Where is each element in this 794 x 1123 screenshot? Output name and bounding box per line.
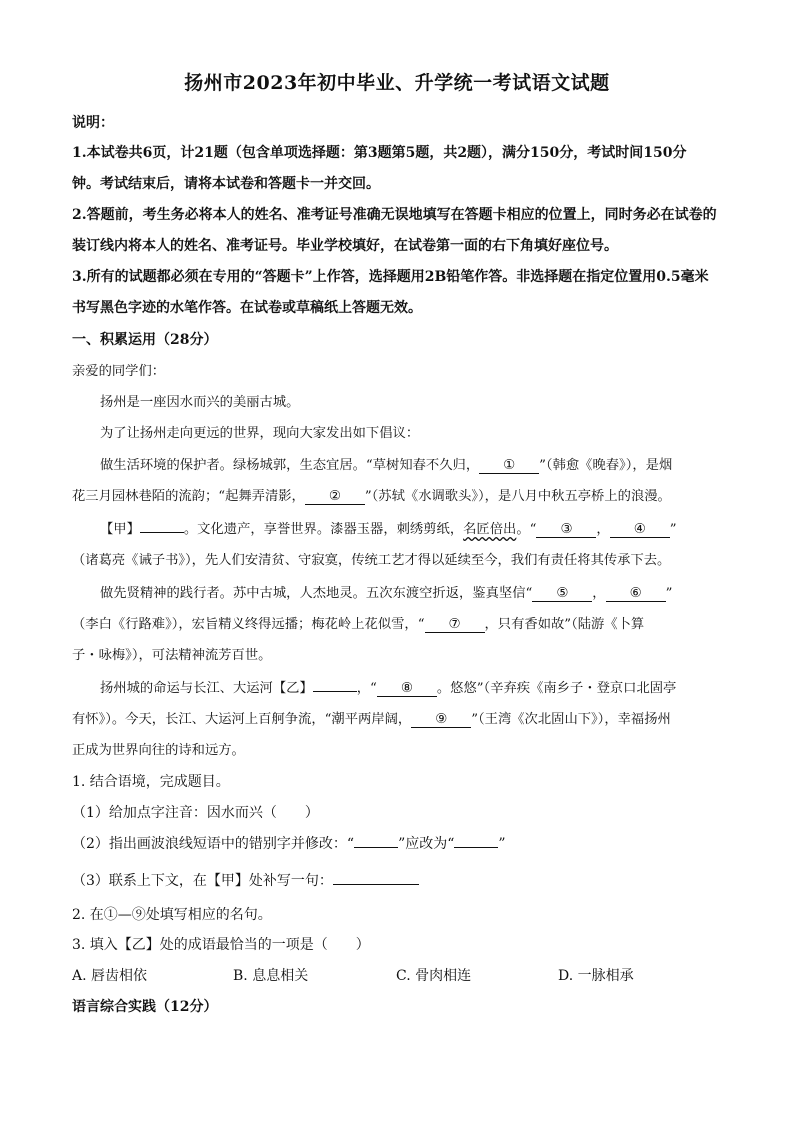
passage-text: 做先贤精神的践行者。苏中古城，人杰地灵。五次东渡空折返，鉴真坚信“ (100, 586, 533, 601)
blank-7[interactable]: ⑦ (425, 617, 485, 633)
passage-text: 。悠悠”（辛弃疾《南乡子・登京口北固亭 (436, 681, 677, 696)
section-heading-language-practice: 语言综合实践（12分） (72, 999, 218, 1015)
question-text: （3）联系上下文，在【甲】处补写一句： (72, 873, 333, 889)
blank-5[interactable]: ⑤ (532, 586, 592, 602)
passage-text: ， (596, 522, 610, 537)
option-a[interactable]: A. 唇齿相依 (72, 968, 148, 984)
instruction-line-1: 1.本试卷共6页，计21题（包含单项选择题：第3题第5题，共2题），满分150分，考试时间150分 (72, 145, 687, 161)
question-2: 2. 在①—⑨处填写相应的名句。 (72, 907, 272, 923)
question-3: 3. 填入【乙】处的成语最恰当的一项是（ ） (72, 937, 370, 953)
passage-paragraph-4-line-2: （诸葛亮《诫子书》），先人们安清贫、守寂寞，传统工艺才得以延续至今，我们有责任将其传承下去。 (72, 553, 671, 568)
passage-text: 有怀》）。今天，长江、大运河上百舸争流，“潮平两岸阔， (72, 712, 412, 727)
question-1-part-3 (72, 870, 419, 890)
blank-2[interactable]: ② (305, 489, 365, 505)
passage-text: ”（苏轼《水调歌头》），是八月中秋五亭桥上的浪漫。 (364, 489, 671, 504)
instruction-line-2: 钟。考试结束后，请将本试卷和答题卡一并交回。 (72, 176, 380, 192)
passage-text: 做生活环境的保护者。绿杨城郭，生态宜居。“草树知春不久归， (100, 458, 480, 473)
blank-1[interactable]: ① (479, 458, 539, 474)
supplement-sentence-blank[interactable] (333, 884, 419, 885)
passage-paragraph-5-line-1 (100, 582, 672, 602)
passage-paragraph-5-line-2 (72, 613, 644, 633)
blank-9[interactable]: ⑨ (411, 712, 471, 728)
blank-4[interactable]: ④ (610, 522, 670, 538)
passage-paragraph-4-line-1 (100, 518, 677, 538)
passage-text: ，“ (356, 681, 377, 696)
instruction-line-6: 书写黑色字迹的水笔作答。在试卷或草稿纸上答题无效。 (72, 300, 422, 316)
passage-paragraph-2: 为了让扬州走向更远的世界，现向大家发出如下倡议： (100, 426, 420, 441)
section-heading-accumulation: 一、积累运用（28分） (72, 332, 218, 348)
passage-text: ， (592, 586, 606, 601)
passage-text: 花三月园林巷陌的流韵；“起舞弄清影， (72, 489, 305, 504)
passage-text: ”（韩愈《晚春》），是烟 (539, 458, 673, 473)
passage-paragraph-5-line-3: 子・咏梅》），可法精神流芳百世。 (72, 648, 272, 663)
passage-paragraph-1: 扬州是一座因水而兴的美丽古城。 (100, 395, 300, 410)
correct-char-blank[interactable] (454, 847, 498, 848)
salutation: 亲爱的同学们： (72, 364, 166, 379)
page-title: 扬州市2023年初中毕业、升学统一考试语文试题 (184, 72, 610, 94)
blank-yi[interactable] (313, 691, 357, 692)
passage-text: ” (669, 522, 677, 537)
wavy-underlined-phrase: 名匠倍出 (463, 522, 517, 537)
passage-text: 扬州城的命运与长江、大运河【乙】 (100, 681, 313, 696)
instruction-line-4: 装订线内将本人的姓名、准考证号。毕业学校填好，在试卷第一面的右下角填好座位号。 (72, 238, 618, 254)
blank-3[interactable]: ③ (536, 522, 596, 538)
question-1-part-2 (72, 833, 506, 853)
instruction-line-3: 2.答题前，考生务必将本人的姓名、准考证号准确无误地填写在答题卡相应的位置上，同时务必在试卷的 (72, 207, 717, 223)
question-text: （2）指出画波浪线短语中的错别字并修改：“ (72, 836, 355, 852)
question-1: 1. 结合语境，完成题目。 (72, 774, 230, 790)
passage-text: 。文化遗产，享誉世界。漆器玉器，刺绣剪纸， (183, 522, 464, 537)
question-text: ” (498, 836, 506, 852)
passage-text: 。“ (516, 522, 537, 537)
passage-paragraph-6-line-3: 正成为世界向往的诗和远方。 (72, 743, 245, 758)
passage-text: ” (665, 586, 673, 601)
passage-text: （李白《行路难》），宏旨精义终得远播；梅花岭上花似雪，“ (72, 617, 425, 632)
blank-8[interactable]: ⑧ (377, 681, 437, 697)
option-d[interactable]: D. 一脉相承 (558, 968, 634, 984)
blank-jia[interactable] (140, 532, 184, 533)
passage-paragraph-6-line-2 (72, 708, 671, 728)
instructions-heading: 说明： (72, 115, 114, 131)
passage-text: ，只有香如故”（陆游《卜算 (484, 617, 645, 632)
question-1-part-1: （1）给加点字注音：因水而兴（ ） (72, 805, 319, 821)
passage-paragraph-6-line-1 (100, 677, 676, 697)
passage-label-jia: 【甲】 (100, 522, 140, 537)
question-text: ”应改为“ (398, 836, 455, 852)
option-c[interactable]: C. 骨肉相连 (396, 968, 472, 984)
instruction-line-5: 3.所有的试题都必须在专用的“答题卡”上作答，选择题用2B铅笔作答。非选择题在指定位置用0.5毫米 (72, 269, 709, 285)
passage-text: ”（王湾《次北固山下》），幸福扬州 (471, 712, 671, 727)
option-b[interactable]: B. 息息相关 (233, 968, 309, 984)
passage-paragraph-3-line-2 (72, 485, 671, 505)
blank-6[interactable]: ⑥ (606, 586, 666, 602)
wrong-char-blank[interactable] (354, 847, 398, 848)
passage-paragraph-3-line-1 (100, 454, 672, 474)
